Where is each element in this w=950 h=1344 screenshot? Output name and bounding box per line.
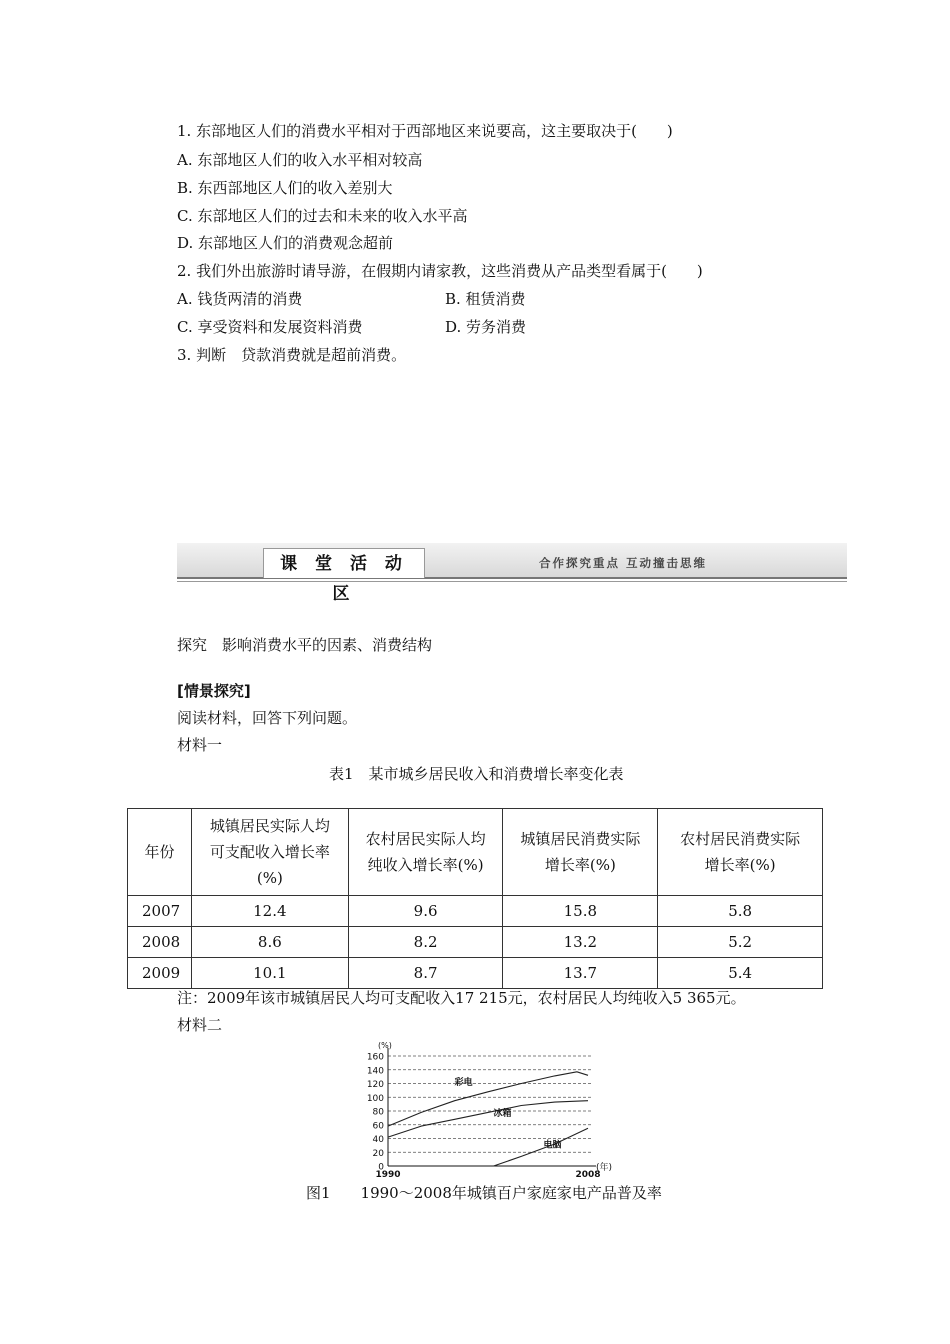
y-tick-label: 100	[366, 1093, 384, 1104]
table-row	[128, 927, 823, 958]
series-line-1	[388, 1072, 588, 1126]
series-label: 冰箱	[493, 1108, 512, 1119]
header-rural-consumption: 农村居民消费实际 增长率(%)	[658, 809, 823, 896]
appliance-penetration-chart	[350, 1038, 630, 1180]
cell-value: 8.6	[191, 927, 348, 958]
header-urban-income: 城镇居民实际人均 可支配收入增长率 (%)	[191, 809, 348, 896]
header-urban-consumption: 城镇居民消费实际 增长率(%)	[503, 809, 658, 896]
material-2-label: 材料二	[177, 1016, 223, 1034]
section-instruction: 阅读材料，回答下列问题。	[177, 709, 358, 727]
cell-value: 13.2	[503, 927, 658, 958]
material-1-label: 材料一	[177, 736, 223, 754]
cell-value: 8.2	[348, 927, 503, 958]
question-1: 1. 东部地区人们的消费水平相对于西部地区来说要高，这主要取决于( )	[177, 122, 673, 140]
banner-title: 课 堂 活 动 区	[263, 548, 425, 578]
series-label: 电脑	[543, 1140, 562, 1151]
table-row	[128, 958, 823, 989]
section-banner	[177, 543, 847, 604]
x-tick-label: 2008	[575, 1170, 601, 1180]
header-year: 年份	[128, 809, 192, 896]
question-2-option-c: C. 享受资料和发展资料消费	[177, 318, 363, 336]
cell-value: 12.4	[191, 896, 348, 927]
banner-rule-thin	[177, 581, 847, 582]
y-tick-label: 140	[366, 1066, 384, 1077]
y-tick-label: 20	[372, 1148, 384, 1159]
y-tick-label: 0	[378, 1162, 384, 1173]
question-1-option-d: D. 东部地区人们的消费观念超前	[177, 234, 394, 252]
table-note: 注：2009年该市城镇居民人均可支配收入17 215元，农村居民人均纯收入5 365元。	[177, 989, 746, 1007]
cell-year: 2009	[128, 958, 192, 989]
cell-value: 10.1	[191, 958, 348, 989]
cell-value: 5.2	[658, 927, 823, 958]
cell-value: 5.4	[658, 958, 823, 989]
series-label: 彩电	[454, 1077, 473, 1088]
series-line-2	[388, 1101, 588, 1137]
cell-value: 5.8	[658, 896, 823, 927]
question-1-option-a: A. 东部地区人们的收入水平相对较高	[177, 151, 423, 169]
section-heading: 探究 影响消费水平的因素、消费结构	[177, 636, 433, 654]
y-axis-label: (%)	[378, 1041, 392, 1050]
cell-year: 2007	[128, 896, 192, 927]
y-tick-label: 80	[372, 1107, 384, 1118]
section-subheading: [情景探究]	[177, 682, 251, 700]
question-1-option-c: C. 东部地区人们的过去和未来的收入水平高	[177, 207, 468, 225]
x-tick-label: 1990	[375, 1170, 401, 1180]
y-tick-label: 60	[372, 1121, 384, 1132]
y-tick-label: 120	[366, 1080, 384, 1090]
series-line-3	[494, 1128, 588, 1166]
question-2: 2. 我们外出旅游时请导游，在假期内请家教，这些消费从产品类型看属于( )	[177, 262, 703, 280]
question-2-option-a: A. 钱货两清的消费	[177, 290, 303, 308]
banner-slogan: 合作探究重点 互动撞击思维	[539, 556, 708, 570]
cell-value: 9.6	[348, 896, 503, 927]
question-3: 3. 判断 贷款消费就是超前消费。	[177, 346, 407, 364]
question-2-option-d: D. 劳务消费	[445, 318, 527, 336]
question-1-option-b: B. 东西部地区人们的收入差别大	[177, 179, 393, 197]
chart-caption: 图1 1990～2008年城镇百户家庭家电产品普及率	[306, 1184, 662, 1202]
y-tick-label: 160	[366, 1052, 384, 1063]
table-header-row	[128, 809, 823, 896]
cell-value: 8.7	[348, 958, 503, 989]
header-rural-income: 农村居民实际人均 纯收入增长率(%)	[348, 809, 503, 896]
y-tick-label: 40	[372, 1135, 384, 1145]
cell-year: 2008	[128, 927, 192, 958]
x-axis-label: (年)	[596, 1163, 613, 1173]
growth-rate-table	[127, 808, 823, 989]
cell-value: 13.7	[503, 958, 658, 989]
table-caption: 表1 某市城乡居民收入和消费增长率变化表	[329, 765, 624, 783]
question-2-option-b: B. 租赁消费	[445, 290, 526, 308]
table-row	[128, 896, 823, 927]
cell-value: 15.8	[503, 896, 658, 927]
